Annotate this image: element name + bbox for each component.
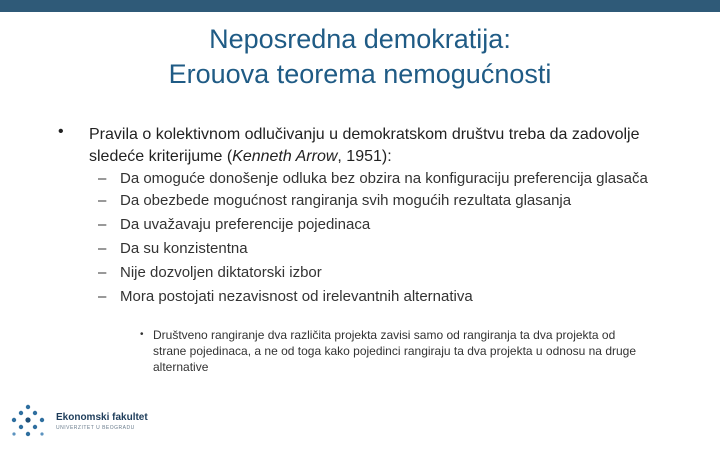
main-bullet-text bbox=[89, 124, 649, 168]
dot-cluster-logo-icon bbox=[8, 403, 48, 443]
logo-name: Ekonomski fakultet bbox=[56, 412, 148, 423]
sub-bullet-text: Društveno rangiranje dva različita projekta zavisi samo od rangiranja ta dva projekta od strane pojedinaca, a ne od toga kako pojedinci rangiraju ta dva projekta u odnosu na druge alternative bbox=[153, 328, 637, 374]
dash-marker: – bbox=[98, 192, 107, 209]
main-bullet-text-end: , 1951): bbox=[337, 148, 392, 165]
author-name: Kenneth Arrow bbox=[232, 148, 338, 165]
criteria-item bbox=[98, 264, 698, 282]
dash-marker: – bbox=[98, 288, 107, 305]
dash-marker: – bbox=[98, 240, 107, 257]
dash-marker: – bbox=[98, 216, 107, 233]
criteria-text: Da uvažavaju preferencije pojedinaca bbox=[120, 216, 371, 233]
criteria-item bbox=[98, 240, 698, 258]
dash-marker: – bbox=[98, 264, 107, 281]
title-line-1: Neposredna demokratija: bbox=[209, 24, 511, 54]
criteria-text: Da obezbede mogućnost rangiranja svih mogućih rezultata glasanja bbox=[120, 192, 572, 209]
logo-subtitle: UNIVERZITET U BEOGRADU bbox=[56, 425, 135, 431]
faculty-logo bbox=[8, 403, 168, 443]
dash-marker: – bbox=[98, 170, 107, 187]
sub-bullet-marker: • bbox=[140, 329, 144, 340]
criteria-text: Da su konzistentna bbox=[120, 240, 248, 257]
criteria-item bbox=[98, 192, 698, 210]
criteria-text: Nije dozvoljen diktatorski izbor bbox=[120, 264, 322, 281]
top-accent-bar bbox=[0, 0, 720, 12]
criteria-text: Da omoguće donošenje odluka bez obzira na konfiguraciju preferencija glasača bbox=[120, 170, 648, 187]
main-bullet-text-start: Pravila o kolektivnom odlučivanju u demokratskom društvu treba da zadovolje sledeće kriterijume ( bbox=[89, 126, 640, 165]
slide-title bbox=[0, 22, 720, 92]
title-line-2: Erouova teorema nemogućnosti bbox=[168, 59, 552, 89]
sub-bullet bbox=[140, 327, 640, 375]
main-bullet-marker: • bbox=[58, 123, 64, 140]
criteria-item bbox=[98, 170, 698, 188]
criteria-text: Mora postojati nezavisnost od irelevantnih alternativa bbox=[120, 288, 473, 305]
criteria-item bbox=[98, 288, 698, 306]
criteria-item bbox=[98, 216, 698, 234]
criteria-list bbox=[98, 170, 698, 312]
